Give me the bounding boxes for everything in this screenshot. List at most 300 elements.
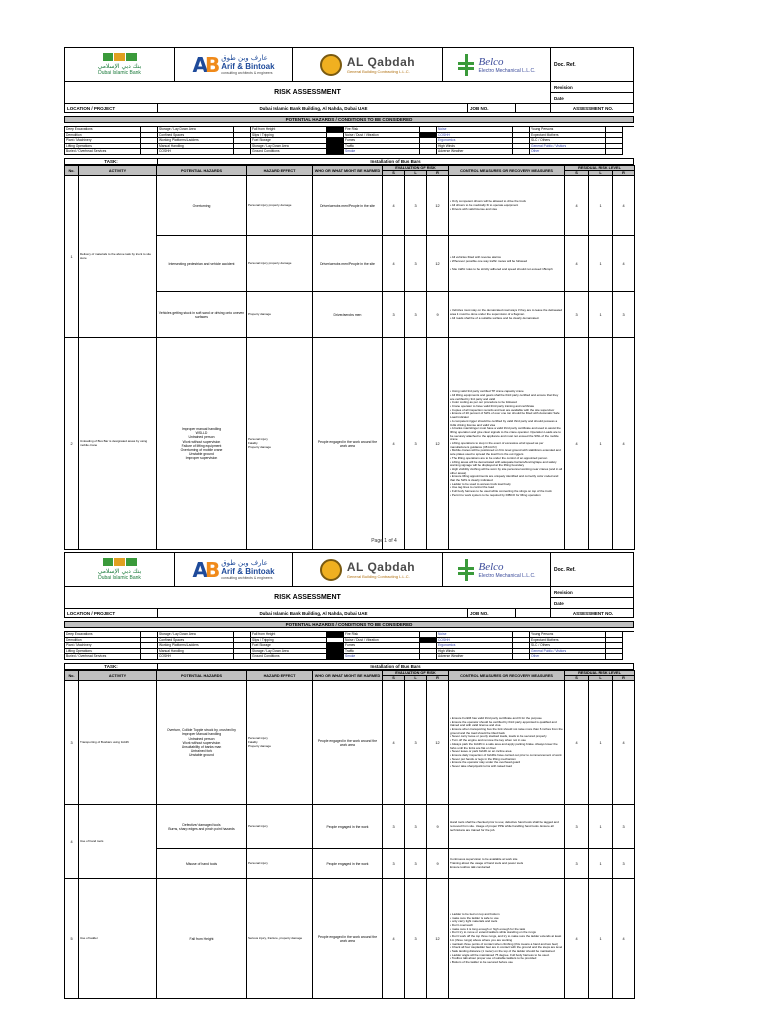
hazard-checkbox: [605, 133, 622, 138]
who-cell: People engaged in the work around the work area: [313, 338, 383, 550]
hazard-label: Ergonomics: [438, 643, 456, 648]
col-rl: L: [589, 171, 613, 176]
residual-likelihood-cell: 1: [589, 236, 613, 292]
col-residual: RESIDUAL RISK LEVEL: [565, 670, 635, 675]
likelihood-cell: 3: [405, 292, 427, 338]
hazard-label: SLC / Others: [531, 138, 551, 143]
hazard-label: Fall from Height: [252, 127, 276, 131]
likelihood-cell: 3: [405, 338, 427, 550]
hazard-item: [344, 654, 437, 660]
hazard-label: COSHH: [159, 149, 171, 154]
hazard-label: Young Persons: [531, 127, 554, 131]
who-cell: Driver/aerobs men/People in the site: [313, 236, 383, 292]
hazard-label: Plant / Machinery: [66, 643, 92, 648]
hazard-checkbox: [233, 643, 250, 648]
dib-logo-icon: [103, 53, 137, 61]
col-no: No.: [65, 670, 79, 680]
hazard-label: Ground Conditions: [252, 654, 280, 659]
location-value: Dubai Islamic Bank Building, Al Nahda, Dubai UAE: [158, 104, 468, 112]
controls-cell: • Ladder to be tied on top and bottom • make sure the ladder is safe to use • only carry light materials and tools • Don't overreach • make sure it is long enough or high enough for the task • Don't try to move or extend ladders while standing on the rungs • Don't work off the top three rungs, and try to make sure the ladder extends at least 1m (three rungs) above where you are working • maintain three points of contact when climbing (this means a hand and two feet) • Check all four stepladder feet are in contact with the ground and the steps are level • Safe landing distance (1 meter) on the top of the ladder should be maintained • Ladder angle will be maintained 75 degree. Full body harness to be used. • Toolbox talk about proper use of suitable ladders to be provided • Bottom of the ladder to be secured before use: [449, 879, 565, 999]
hazard-label: Fuel Storage: [252, 138, 271, 143]
hazard-checkbox: [512, 127, 529, 132]
residual-severity-cell: 3: [565, 292, 589, 338]
controls-cell: • Using valid 3rd party certified TP crane capacity crane • All lifting equipments and gears shall be third party certified and ensure that they are certified by 3rd party and valid • Color coding as per our procedure to be followed • Crane operator to have valid third party training and certificate • Copies of all inspection records and test are available with the site supervisor • Ensure of 20 percent of SWL of over one ton should be fitted with Automatic Safe Load Indicator • A competent rigger should be certified by valid third party and should possess a UAE driving license and valid visa • A banks man/slinger must have a valid third party certificate and used to assist the lifting operation and give clear signals to the crane operator. Operation Loads are to be securely attached to the appliance and must not exceed the SWL of the mobile crane • Lifting operations to stop in the event of excessive wind speed as per manufacturers guidance (38 km/hr) • Mobile cranes will be positioned on firm level ground with stabilizers extended and sole plates used to spread the load from the out riggers • The lifting operations are to be under the control of an appointed person • Lifting areas will be demarcated with adequate barriers/fencing/tape and safety warning signage will be displayed at the lifting boundary • High visibility clothing will be worn by site personnel working near cranes (and in all other areas) • Ensure lifting appointments are uniquely identified and correctly color coded and that the SWL is clearly indicated • Ladder to be used to access truck load body • Use tag lines to control the load • Full body harness to be used while connecting the slings on top of the truck • Permit to work system to be required by DIBCO for lifting operation: [449, 338, 565, 550]
severity-cell: 3: [383, 805, 405, 849]
task-row: [64, 663, 634, 670]
severity-cell: 4: [383, 176, 405, 236]
hazard-checkbox: [233, 133, 250, 138]
al-qabdah-subtitle: General Building Contracting L.L.C.: [346, 69, 410, 74]
hazard-checkbox: [326, 149, 343, 154]
row-number: 1: [65, 176, 79, 338]
al-qabdah-logo: [293, 553, 443, 586]
hazard-label: Working Platforms/Ladders: [159, 138, 199, 143]
assessment-no-label: ASSESSMENT NO.: [572, 610, 614, 616]
hazard-label: Slips / Tripping: [252, 132, 274, 137]
hazard-label: Plant / Machinery: [66, 138, 92, 143]
residual-severity-cell: 4: [565, 338, 589, 550]
effect-cell: Property damage: [247, 292, 313, 338]
row-number: 3: [65, 681, 79, 805]
col-rs: S: [565, 171, 589, 176]
residual-risk-cell: 4: [613, 338, 635, 550]
hazard-checkbox: [326, 638, 343, 643]
arif-bintoak-logo: [175, 48, 293, 81]
col-l: L: [405, 676, 427, 681]
hazard-checkbox: [605, 138, 622, 143]
hazard-checkbox: [419, 643, 436, 648]
hazard-label: Deep Excavations: [66, 127, 93, 131]
hazard-label: Fire Risk: [345, 632, 359, 636]
hazard-checkbox: [419, 649, 436, 654]
hazard-checkbox: [419, 138, 436, 143]
location-row: [64, 609, 634, 618]
hazard-label: Noise: [438, 127, 447, 131]
hazard-label: Slips / Tripping: [252, 637, 274, 642]
hazard-label: Noise: [438, 632, 447, 636]
risk-row: [65, 879, 635, 999]
hazard-cell: Fall from Height: [157, 879, 247, 999]
hazard-checkbox: [326, 133, 343, 138]
belco-subtitle: Electro Mechanical L.L.C.: [478, 67, 536, 74]
hazard-checkbox: [512, 149, 529, 154]
residual-likelihood-cell: 1: [589, 176, 613, 236]
hazard-label: Fall from Height: [252, 632, 276, 636]
residual-likelihood-cell: 1: [589, 681, 613, 805]
hazard-item: [344, 149, 437, 155]
hazard-label: COSHH: [159, 654, 171, 659]
hazard-label: General Public / Visitors: [531, 648, 567, 653]
hazard-label: Smoke: [345, 654, 356, 659]
hazard-checkbox: [326, 643, 343, 648]
hazard-checkbox: [419, 127, 436, 132]
col-who: WHO OR WHAT MIGHT BE HARMED: [313, 165, 383, 175]
al-qabdah-logo-icon: [320, 559, 342, 581]
controls-cell: • All vehicles fitted with reverse alarms • Wherever possible one way traffic routes will be followed • Site traffic rules to be strictly adhered and speed should not exceed 15kmph: [449, 236, 565, 292]
hazards-grid: [64, 126, 634, 155]
residual-risk-cell: 4: [613, 681, 635, 805]
hazard-checkbox: [140, 649, 157, 654]
hazard-checkbox: [605, 127, 622, 132]
hazard-cell: Improper manual handling WSLLD Untrained person Work without supervision Failure of lifting equipment Overturning of mobile crane Unstable ground Improper supervision: [157, 338, 247, 550]
col-rs: S: [565, 676, 589, 681]
col-activity: ACTIVITY: [79, 670, 157, 680]
belco-logo-icon: [458, 559, 474, 581]
risk-row: [65, 681, 635, 805]
who-cell: Driver/aerobs men: [313, 292, 383, 338]
col-r: R: [427, 676, 449, 681]
ab-logo-icon: AB: [192, 557, 218, 582]
al-qabdah-logo: [293, 48, 443, 81]
ab-subtitle: consulting architects & engineers: [221, 576, 273, 580]
hazard-checkbox: [233, 138, 250, 143]
col-evaluation: EVALUATION OF RISK: [383, 670, 449, 675]
hazard-checkbox: [326, 138, 343, 143]
risk-cell: 9: [427, 805, 449, 849]
hazard-label: Deep Excavations: [66, 632, 93, 636]
col-controls: CONTROL MEASURES OR RECOVERY MEASURES: [449, 165, 565, 175]
hazard-label: Adverse Weather: [438, 149, 464, 154]
hazard-checkbox: [419, 654, 436, 659]
al-qabdah-name: AL Qabdah: [346, 55, 416, 69]
col-effect: HAZARD EFFECT: [247, 165, 313, 175]
hazard-checkbox: [140, 144, 157, 149]
hazard-label: Ground Conditions: [252, 149, 280, 154]
residual-risk-cell: 3: [613, 292, 635, 338]
col-s: S: [383, 676, 405, 681]
al-qabdah-logo-icon: [320, 54, 342, 76]
hazard-cell: Defective/ damaged tools Burns, sharp edges and pinch point hazards: [157, 805, 247, 849]
location-label: LOCATION / PROJECT: [65, 104, 158, 112]
hazard-checkbox: [233, 632, 250, 637]
hazard-label: Expectant Mothers: [531, 132, 559, 137]
controls-cell: Continuous supervision to be available at work site Training about the usage of hand tools and power tools Ensure toolbox talk conducted: [449, 849, 565, 879]
hazard-label: Buried / Overhead Services: [66, 654, 107, 659]
hazard-label: Buried / Overhead Services: [66, 149, 107, 154]
hazard-cell: Overturn, Collide Topple struck by, crushed by Improper Manual handling Untrained person Work without supervision Unsuitability of banks man Untrained fork Unstable ground: [157, 681, 247, 805]
hazard-checkbox: [512, 632, 529, 637]
hazard-label: Storage / Lay Down Area: [252, 143, 289, 148]
doc-ref-label: Doc. Ref.: [554, 61, 576, 68]
hazard-item: [158, 149, 251, 155]
hazard-label: Storage / Lay Down Area: [159, 127, 196, 131]
effect-cell: Personal injury Fatality Property damage: [247, 338, 313, 550]
residual-risk-cell: 3: [613, 805, 635, 849]
dubai-islamic-bank-logo: [65, 48, 175, 81]
document-title: RISK ASSESSMENT: [65, 587, 551, 608]
hazard-label: Confined Spaces: [159, 637, 185, 642]
hazard-item: [437, 149, 530, 155]
residual-severity-cell: 4: [565, 879, 589, 999]
risk-cell: 12: [427, 681, 449, 805]
who-cell: People engaged in the work around the work area: [313, 879, 383, 999]
hazard-checkbox: [419, 144, 436, 149]
risk-row: [65, 805, 635, 849]
residual-severity-cell: 4: [565, 681, 589, 805]
likelihood-cell: 3: [405, 681, 427, 805]
hazard-label: Fire Risk: [345, 127, 359, 131]
ab-subtitle: consulting architects & engineers: [221, 71, 273, 75]
likelihood-cell: 3: [405, 849, 427, 879]
hazard-checkbox: [605, 649, 622, 654]
effect-cell: Personal injury property damage: [247, 176, 313, 236]
residual-risk-cell: 4: [613, 879, 635, 999]
hazard-label: COSHH: [438, 637, 450, 642]
task-value: Installation of Bus Bars: [370, 663, 421, 669]
hazard-checkbox: [140, 133, 157, 138]
hazard-cell: Misuse of hand tools: [157, 849, 247, 879]
hazard-item: [251, 149, 344, 155]
hazard-checkbox: [326, 649, 343, 654]
hazard-label: Other: [531, 654, 540, 659]
hazard-checkbox: [419, 632, 436, 637]
likelihood-cell: 3: [405, 805, 427, 849]
hazard-cell: Intersecting pedestrian and vehicle accident: [157, 236, 247, 292]
hazard-label: Noise / Dust / Vibration: [345, 637, 379, 642]
hazard-label: Young Persons: [531, 632, 554, 636]
hazard-checkbox: [419, 638, 436, 643]
controls-cell: • Vehicles must stay on the demarcated road ways if they are to leave the delineated area it must be done under the supervision of a flagman • All roads shall be of a suitable surface and be clearly demarcated.: [449, 292, 565, 338]
controls-cell: • Only competent drivers will be allowed to drive the truck • All drivers to be medically fit to operate equipment • Drivers with valid license and visa: [449, 176, 565, 236]
risk-cell: 9: [427, 849, 449, 879]
dib-arabic-name: بنك دبي الإسلامي: [97, 63, 142, 70]
hazard-checkbox: [233, 649, 250, 654]
header-logos: [64, 47, 634, 82]
hazard-checkbox: [512, 643, 529, 648]
hazard-item: [530, 654, 623, 660]
risk-table: [64, 165, 635, 550]
col-residual: RESIDUAL RISK LEVEL: [565, 165, 635, 170]
col-activity: ACTIVITY: [79, 165, 157, 175]
location-label: LOCATION / PROJECT: [65, 609, 158, 617]
hazard-label: Smoke: [345, 149, 356, 154]
controls-cell: • Ensure Forklift has valid third party certificate and fit for the purpose • Ensure the operator should be certified by third party appointed is qualified and trained and with valid license and visa • Ensure when transporting bus the fork should not raise more than 6 inches from the ground and the load should be tilted back • Never carry loose or poorly stacked loads, loads to be secured properly • Turn off the engine and remove the key when not in use • Always park the forklift in a safe area and apply parking brake. Always lower the forks until the forks are flat on floor • Never leave or park forklift on an incline area • Ensure daily inspection of forklifts have carried out prior to commencement of work • Never put hands or legs in the lifting mechanism • Ensure the operator stay under the overhead guard • Never take sharp/quick turns with raised load: [449, 681, 565, 805]
hazard-label: Storage / Lay Down Area: [159, 632, 196, 636]
activity-cell: Use of hand tools: [79, 805, 157, 879]
effect-cell: Personal injury: [247, 805, 313, 849]
hazard-label: SLC / Others: [531, 643, 551, 648]
hazard-checkbox: [140, 138, 157, 143]
hazard-checkbox: [140, 643, 157, 648]
severity-cell: 3: [383, 292, 405, 338]
residual-likelihood-cell: 1: [589, 805, 613, 849]
hazard-checkbox: [326, 144, 343, 149]
risk-row: [65, 338, 635, 550]
belco-subtitle: Electro Mechanical L.L.C.: [478, 572, 536, 579]
residual-severity-cell: 3: [565, 805, 589, 849]
dib-english-name: Dubai Islamic Bank: [98, 70, 141, 76]
hazard-checkbox: [512, 138, 529, 143]
activity-cell: Use of ladder: [79, 879, 157, 999]
hazard-item: [437, 654, 530, 660]
risk-cell: 12: [427, 236, 449, 292]
job-no-value: [516, 609, 551, 617]
effect-cell: Personal injury Fatality Property damage: [247, 681, 313, 805]
hazards-grid: [64, 631, 634, 660]
ab-english-name: Arif & Bintoak: [221, 567, 275, 576]
hazard-cell: Overturning: [157, 176, 247, 236]
risk-row: [65, 176, 635, 236]
col-r: R: [427, 171, 449, 176]
hazard-label: Ergonomics: [438, 138, 456, 143]
hazard-label: Demolition: [66, 637, 82, 642]
hazard-label: Lifting Operations: [66, 648, 92, 653]
risk-table: [64, 670, 635, 999]
row-number: 2: [65, 338, 79, 550]
location-row: [64, 104, 634, 113]
hazard-checkbox: [605, 638, 622, 643]
hazard-label: High Winds: [438, 648, 455, 653]
doc-ref-label: Doc. Ref.: [554, 566, 576, 573]
date-label: Date: [554, 95, 564, 101]
hazard-checkbox: [140, 638, 157, 643]
header-logos: [64, 552, 634, 587]
hazard-checkbox: [140, 149, 157, 154]
dubai-islamic-bank-logo: [65, 553, 175, 586]
col-no: No.: [65, 165, 79, 175]
ab-logo-icon: AB: [192, 52, 218, 77]
hazard-checkbox: [326, 632, 343, 637]
col-effect: HAZARD EFFECT: [247, 670, 313, 680]
severity-cell: 3: [383, 849, 405, 879]
severity-cell: 4: [383, 879, 405, 999]
effect-cell: Personal injury property damage: [247, 236, 313, 292]
job-no-label: JOB NO.: [468, 609, 516, 617]
risk-table-body: [65, 681, 635, 999]
likelihood-cell: 3: [405, 176, 427, 236]
residual-likelihood-cell: 1: [589, 292, 613, 338]
hazard-checkbox: [140, 654, 157, 659]
task-value: Installation of Bus Bars: [370, 158, 421, 164]
hazard-item: [158, 654, 251, 660]
activity-cell: Delivery of materials to the above task by truck to site store: [79, 176, 157, 338]
hazard-checkbox: [419, 133, 436, 138]
severity-cell: 4: [383, 681, 405, 805]
hazard-checkbox: [512, 654, 529, 659]
col-hazards: POTENTIAL HAZARDS: [157, 165, 247, 175]
col-hazards: POTENTIAL HAZARDS: [157, 670, 247, 680]
hazard-item: [251, 654, 344, 660]
hazard-label: Noise / Dust / Vibration: [345, 132, 379, 137]
hazard-checkbox: [233, 149, 250, 154]
activity-cell: Unloading of Bus Bar is designated areas by using mobile crane: [79, 338, 157, 550]
hazard-checkbox: [233, 144, 250, 149]
who-cell: People engaged in the work: [313, 849, 383, 879]
hazard-label: Working Platforms/Ladders: [159, 643, 199, 648]
residual-severity-cell: 4: [565, 236, 589, 292]
effect-cell: Personal injury: [247, 849, 313, 879]
hazard-checkbox: [605, 654, 622, 659]
hazard-cell: Vehicles getting stuck in soft sand or driving onto uneven surfaces: [157, 292, 247, 338]
hazard-label: Lifting Operations: [66, 143, 92, 148]
residual-severity-cell: 3: [565, 849, 589, 879]
al-qabdah-subtitle: General Building Contracting L.L.C.: [346, 574, 410, 579]
residual-likelihood-cell: 1: [589, 338, 613, 550]
residual-likelihood-cell: 1: [589, 879, 613, 999]
controls-cell: Hand tools shall be checked prior to use; defective hand tools shall be tagged and removed from site. Usage of proper PPE while handling hand tools. Ensure all technicians are trained for the job.: [449, 805, 565, 849]
risk-cell: 12: [427, 338, 449, 550]
col-l: L: [405, 171, 427, 176]
revision-label: Revision: [551, 82, 633, 93]
hazard-checkbox: [512, 649, 529, 654]
col-controls: CONTROL MEASURES OR RECOVERY MEASURES: [449, 670, 565, 680]
revision-label: Revision: [551, 587, 633, 598]
hazard-label: General Public / Visitors: [531, 143, 567, 148]
task-label: TASK:: [65, 664, 158, 669]
hazards-title: POTENTIAL HAZARDS / CONDITIONS TO BE CONSIDERED: [64, 116, 634, 123]
hazard-item: [65, 149, 158, 155]
risk-cell: 12: [427, 879, 449, 999]
date-label: Date: [554, 600, 564, 606]
col-who: WHO OR WHAT MIGHT BE HARMED: [313, 670, 383, 680]
hazard-label: Adverse Weather: [438, 654, 464, 659]
risk-table-body: [65, 176, 635, 550]
task-label: TASK:: [65, 159, 158, 164]
hazard-checkbox: [512, 144, 529, 149]
hazard-label: Other: [531, 149, 540, 154]
row-number: 4: [65, 805, 79, 879]
hazard-label: Fumes: [345, 643, 356, 648]
arif-bintoak-logo: [175, 553, 293, 586]
residual-severity-cell: 4: [565, 176, 589, 236]
job-no-value: [516, 104, 551, 112]
hazard-checkbox: [605, 632, 622, 637]
risk-cell: 9: [427, 292, 449, 338]
who-cell: People engaged in the work: [313, 805, 383, 849]
hazard-label: Expectant Mothers: [531, 637, 559, 642]
hazard-checkbox: [512, 133, 529, 138]
hazard-checkbox: [326, 127, 343, 132]
hazard-checkbox: [605, 643, 622, 648]
col-evaluation: EVALUATION OF RISK: [383, 165, 449, 170]
likelihood-cell: 3: [405, 236, 427, 292]
ab-english-name: Arif & Bintoak: [221, 62, 275, 71]
dib-logo-icon: [103, 558, 137, 566]
col-rr: R: [613, 676, 635, 681]
activity-cell: Transporting of Busbars using forklift: [79, 681, 157, 805]
hazard-checkbox: [233, 127, 250, 132]
location-value: Dubai Islamic Bank Building, Al Nahda, Dubai UAE: [158, 609, 468, 617]
hazard-label: Demolition: [66, 132, 82, 137]
dib-arabic-name: بنك دبي الإسلامي: [97, 568, 142, 575]
job-no-label: JOB NO.: [468, 104, 516, 112]
hazard-checkbox: [140, 127, 157, 132]
belco-logo: [443, 553, 551, 586]
hazard-checkbox: [512, 638, 529, 643]
dib-english-name: Dubai Islamic Bank: [98, 575, 141, 581]
hazard-label: Traffic: [345, 648, 354, 653]
effect-cell: Serious injury, fracture, property damage: [247, 879, 313, 999]
belco-logo-icon: [458, 54, 474, 76]
row-number: 5: [65, 879, 79, 999]
residual-risk-cell: 4: [613, 236, 635, 292]
risk-assessment-page-1: [64, 47, 634, 550]
col-s: S: [383, 171, 405, 176]
hazard-checkbox: [233, 638, 250, 643]
al-qabdah-name: AL Qabdah: [346, 560, 416, 574]
hazard-checkbox: [140, 632, 157, 637]
hazard-checkbox: [605, 144, 622, 149]
hazards-title: POTENTIAL HAZARDS / CONDITIONS TO BE CONSIDERED: [64, 621, 634, 628]
belco-name: Belco: [478, 560, 504, 573]
residual-likelihood-cell: 1: [589, 849, 613, 879]
task-row: [64, 158, 634, 165]
ab-arabic-name: عارف وبن طوق: [221, 559, 268, 567]
ab-arabic-name: عارف وبن طوق: [221, 54, 268, 62]
residual-risk-cell: 3: [613, 849, 635, 879]
who-cell: Driver/aerobs men/People in the site: [313, 176, 383, 236]
hazard-checkbox: [419, 149, 436, 154]
